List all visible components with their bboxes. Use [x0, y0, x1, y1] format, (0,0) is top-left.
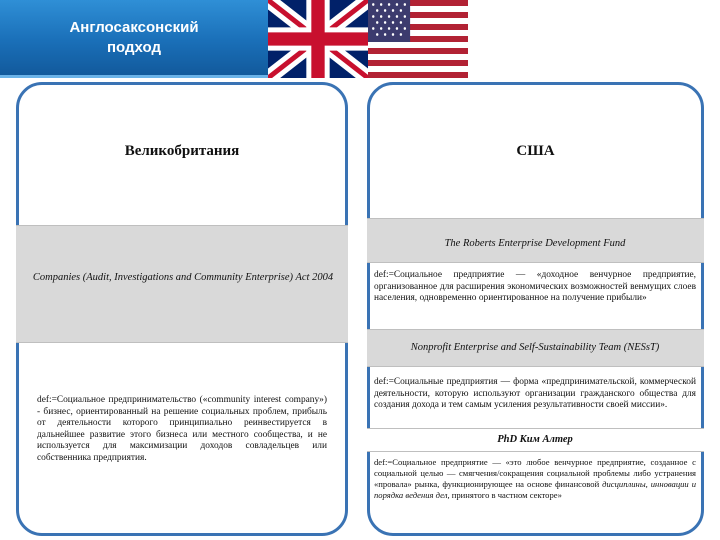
us-fund-definition: def:=Социальное предприятие — «доходное венчурное предприятие, организованное для расширения экономических возможностей венмущих слоев населения, одновременно ориентированное на получение прибыли» — [374, 270, 696, 304]
uk-definition: def:=Социальное предпринимательство («community interest company») - бизнес, ориентированный на решение социальных проблем, прибыль от деятельности которого принципиально реинвестируется в дальнейшее развитие этого бизнеса или местного сообщества, и не используется для максимизации доходов совладельцев или собственника предприятия. — [37, 395, 327, 463]
title-banner — [0, 0, 268, 78]
us-alter-definition-b: принятого в частном секторе» — [449, 489, 562, 500]
uk-act-band — [16, 225, 348, 343]
uk-panel — [16, 82, 348, 536]
title-line-2: подход — [106, 38, 161, 56]
us-country-title: США — [516, 143, 555, 159]
us-alter-definition-em: дисциплины, инновации и порядка ведения дел, — [374, 478, 697, 500]
title-line-1: Англосаксонский — [69, 18, 199, 36]
us-nesst-title: Nonprofit Enterprise and Self-Sustainability Team (NESsT) — [410, 342, 660, 353]
us-flag-icon — [368, 0, 468, 78]
uk-flag-icon — [268, 0, 368, 78]
us-alter-definition-a: def:=Социальное предприятие — «это любое венчурное предприятие, созданное с социальной целью — смягчения/сокращения социальной проблемы либо устранения «провала» рынка, функционирующее на основе финансовой — [374, 457, 696, 489]
uk-act-title: Companies (Audit, Investigations and Community Enterprise) Act 2004 — [32, 272, 334, 283]
us-nesst-definition: def:=Социальные предприятия — форма «предпринимательской, коммерческой деятельности, которую используют организации гражданского общества для создания дохода и тем самым усиления результативности своей миссии». — [374, 377, 696, 411]
us-alter-definition — [374, 457, 696, 501]
uk-country-title: Великобритания — [124, 143, 240, 159]
us-panel — [367, 82, 704, 536]
us-fund-title: The Roberts Enterprise Development Fund — [444, 238, 626, 249]
us-alter-title: PhD Ким Алтер — [497, 434, 573, 445]
